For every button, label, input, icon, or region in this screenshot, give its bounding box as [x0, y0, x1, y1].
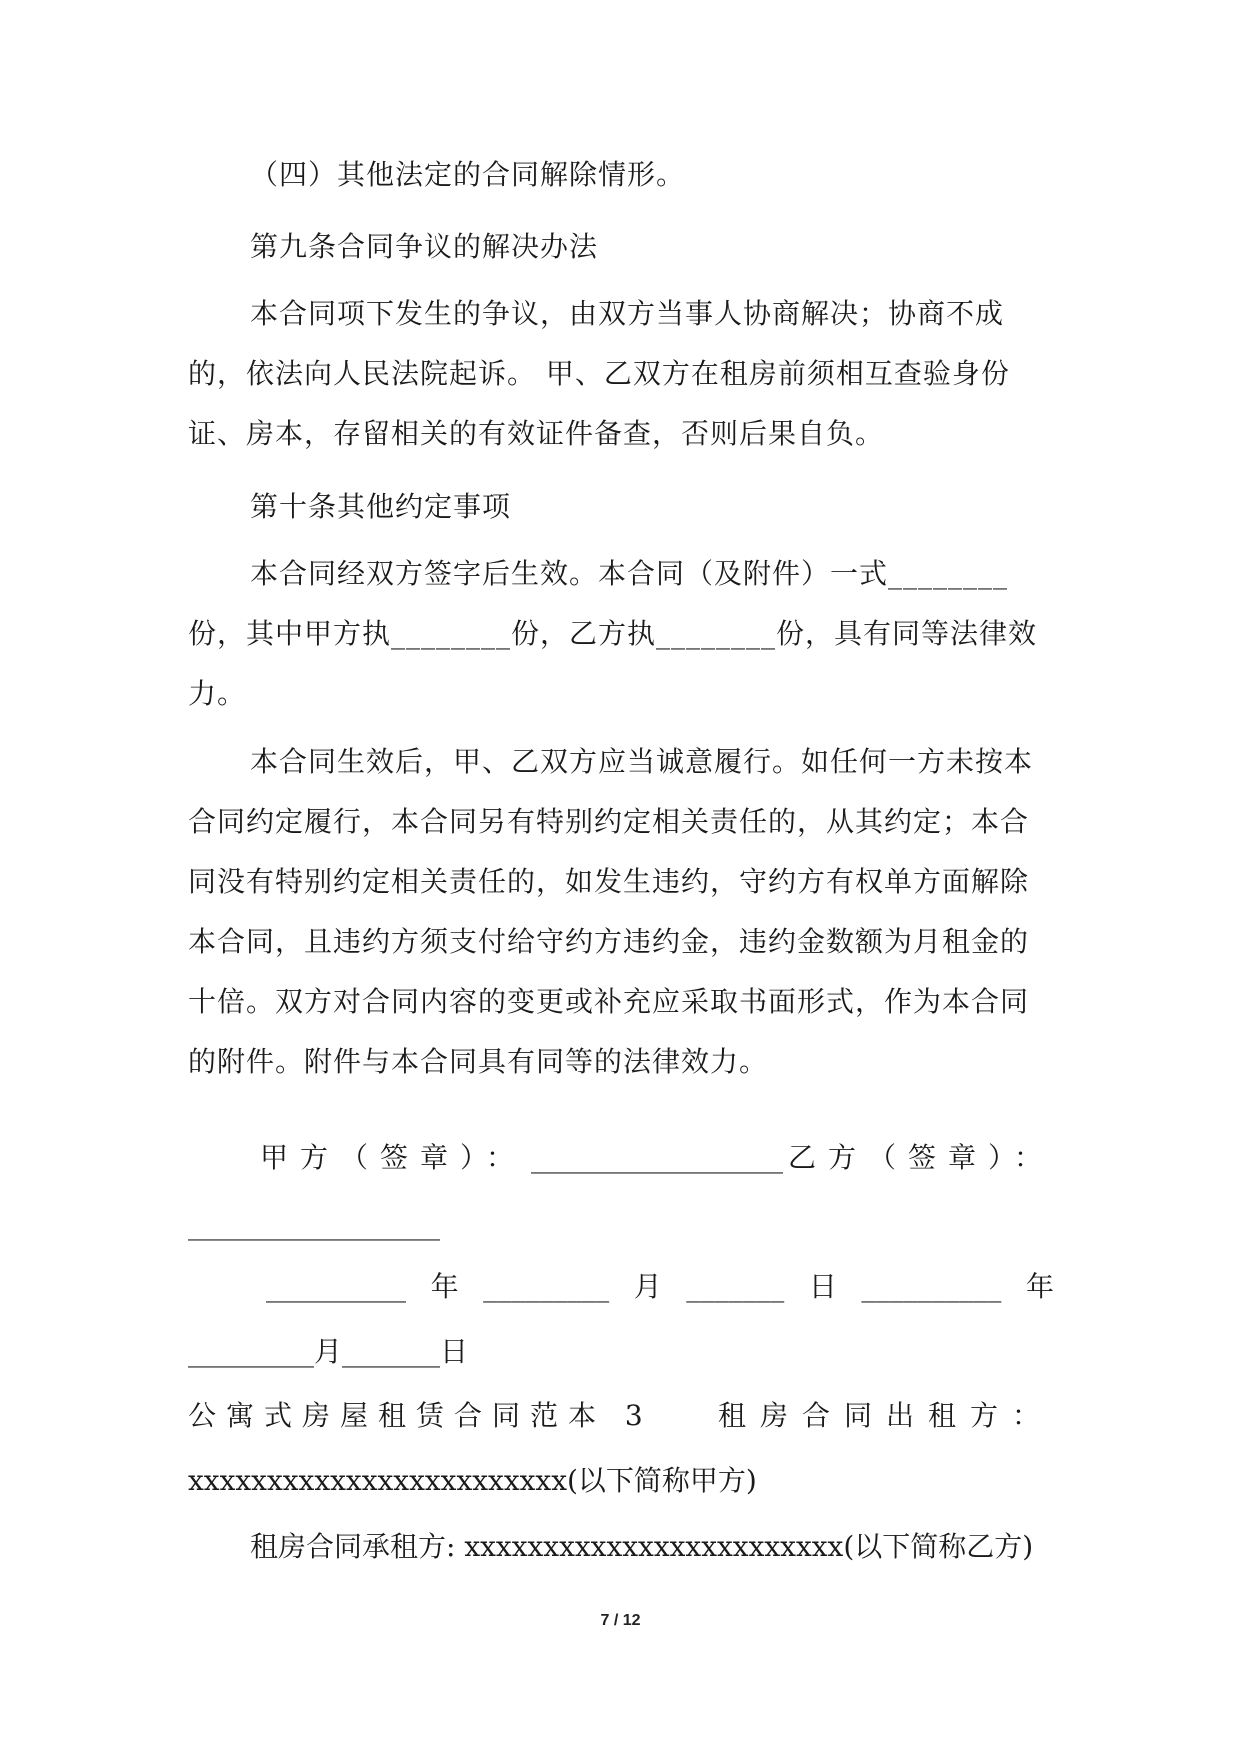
party-a-signature-label: 甲方（签章）： [260, 1141, 527, 1174]
party-b-day-label: 日 [440, 1335, 469, 1368]
paragraph-dispute-resolution: 本合同项下发生的争议，由双方当事人协商解决；协商不成的，依法向人民法院起诉。 甲、乙双方在租房前须相互查验身份证、房本，存留相关的有效证件备查，否则后果自负。 [188, 297, 1010, 450]
page-number: 7 / 12 [600, 1612, 641, 1629]
party-a-signature-blank: __________________ [531, 1141, 783, 1174]
template3-heading-line [188, 1396, 1054, 1436]
date-line [266, 1267, 1054, 1307]
party-b-year-blank: __________ [861, 1270, 1002, 1303]
party-a-year-label: 年 [430, 1270, 459, 1303]
party-b-year-label: 年 [1025, 1270, 1054, 1303]
date-line-continued [188, 1332, 1054, 1372]
template3-lessor-value: xxxxxxxxxxxxxxxxxxxxxxxx(以下简称甲方) [188, 1464, 757, 1497]
party-b-day-blank: _______ [342, 1335, 441, 1368]
heading-article-10: 第十条其他约定事项 [250, 490, 512, 523]
signature-line [260, 1138, 1054, 1178]
template3-lessee-line: 租房合同承租方: xxxxxxxxxxxxxxxxxxxxxxxx(以下简称乙方) [250, 1530, 1034, 1563]
party-a-day-label: 日 [808, 1270, 837, 1303]
heading-article-9: 第九条合同争议的解决办法 [250, 230, 599, 263]
party-b-month-label: 月 [314, 1335, 343, 1368]
party-a-month-blank: _________ [483, 1270, 610, 1303]
template3-lessor-label: 租房合同出租方： [717, 1399, 1054, 1432]
paragraph-performance-breach: 本合同生效后，甲、乙双方应当诚意履行。如任何一方未按本合同约定履行，本合同另有特别约定相关责任的，从其约定；本合同没有特别约定相关责任的，如发生违约，守约方有权单方面解除本合同，且违约方须支付给守约方违约金，违约金数额为月租金的十倍。双方对合同内容的变更或补充应采取书面形式，作为本合同的附件。附件与本合同具有同等的法律效力。 [188, 745, 1034, 1078]
party-b-signature-blank: __________________ [188, 1208, 440, 1241]
paragraph-termination-other: （四）其他法定的合同解除情形。 [250, 158, 686, 191]
party-b-signature-label: 乙方（签章）： [787, 1141, 1054, 1174]
party-a-day-blank: _______ [686, 1270, 785, 1303]
party-a-year-blank: __________ [266, 1270, 406, 1303]
party-a-month-label: 月 [633, 1270, 662, 1303]
template3-title: 公寓式房屋租赁合同范本 3 [188, 1399, 653, 1432]
party-b-month-blank: _________ [188, 1335, 314, 1368]
paragraph-effectiveness: 本合同经双方签字后生效。本合同（及附件）一式________份，其中甲方执________份，乙方执________份，具有同等法律效力。 [188, 557, 1038, 710]
